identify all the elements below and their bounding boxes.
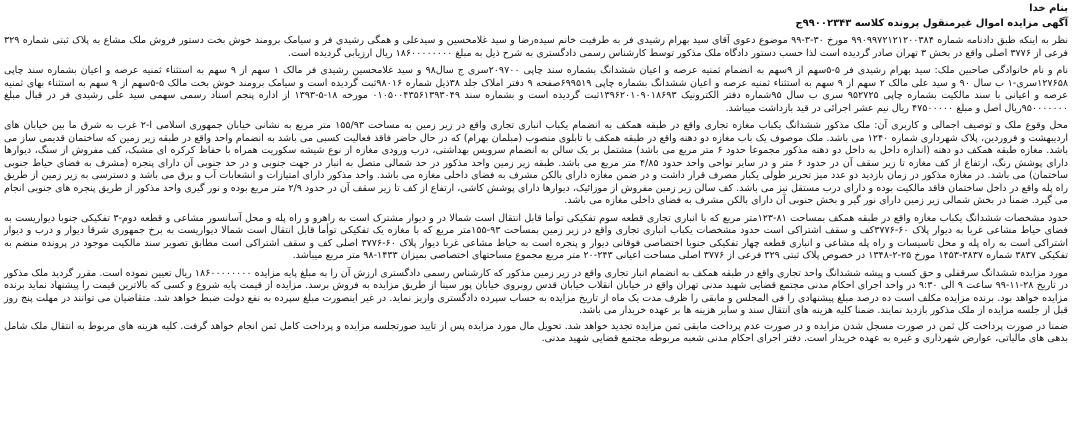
paragraph-owners: نام و نام خانوادگی صاحبین ملک: سید بهرام رشیدی فر ۵-۵سهم از ۹سهم به انضمام ثمنیه عرصه و اعیان ششدانگ بشماره سند چاپی ۲۰۹۷۰۰سری ج سال۹۸ و سید غلامحسین رشیدی فر مالک ۱ سهم از ۹ سهم به استثناء ثمنیه عرصه و اعیان بشماره سند چاپی ۱۲۷۶۵۸سری-۱ ب سال ۹۰ و سید علی مالک ۲ سهم از ۹ سهم به استثناء ثمنیه عرصه و اعیان ششدانگ بشماره چاپی ۶۹۹۵۱۹صفحه ۹ دفتر املاک جلد ۳۸ذیل شماره ۹۸۰۱۶ثبت گردیده است و سیامک برومند خوش بخت مالک ۵-۵سهم از ۹ سهم به استثناء بهای ثمنیه عرصه و اعیانی با سند مالکیت بشماره چاپی ۹۵۲۷۲۵ سری ب سال ۹۵شماره دفتر الکترونیک ۱۳۹۶۲۰۱۰۹۰۱۸۶۹۳ثبت گردیده است و بشماره سند ۰۱۰۵۰۰۴۳۵۶۱۳۹۳۰۴۹ مورخه ۱۸-۵-۱۳۹۳ از اداره پنجم اسناد رسمی سهمی سید علی رشیدی فر در قبال مبلغ ۹۵۰۰۰۰۰۰۰ریال اصل و مبلغ ۴۷۵۰۰۰۰۰ ریال نیم عشر اجرائی در قید بازداشت میباشد. bbox=[4, 65, 1069, 114]
paragraph-auction-terms: مورد مزایده ششدانگ سرقفلی و حق کسب و پیشه ششدانگ واحد تجاری واقع در طبقه همکف به انضمام انبار تجاری واقع در زیر زمین مذکور که کارشناس رسمی دادگستری ارزش آن را به مبلغ پایه مزایده ۱۸۶۰۰۰۰۰۰۰۰ ریال تعیین نموده است. مقرر گردید ملک مذکور در تاریخ ۲۸-۱۱-۹۹ ساعت ۹ الی ۹:۳۰ در واحد اجرای احکام مدنی مجتمع قضایی شهید مدنی تهران واقع در خیابان انقلاب خیابان قدس روبروی خیابان پور سینا از طریق مزایده به فروش برسد. مزایده از قیمت پایه شروع و کسی که بالاترین قیمت را پیشنهاد نماید برنده مزایده خواهد بود. برنده مزایده مکلف است ده درصد مبلغ پیشنهادی را فی المجلس و مابقی را ظرف مدت یک ماه از تاریخ مزایده به حساب سپرده دادگستری واریز نماید. در غیر اینصورت مبلغ سپرده به نفع دولت ضبط خواهد شد. متقاضیان می توانند در مهلت پنج روز قبل از جلسه مزایده از ملک مذکور بازدید نمایند. ضمنا کلیه هزینه های انتقال سند و سایر هزینه ها بر عهده خریدار می باشد. bbox=[4, 267, 1069, 316]
paragraph-location: محل وقوع ملک و توصیف اجمالی و کاربری آن: ملک مذکور ششدانگ یکباب مغازه تجاری واقع در طبقه همکف به انضمام یکباب انباری تجاری واقع در زیر زمین به مساحت ۱۵۵/۹۳ متر مربع به نشانی خیابان جمهوری اسلامی ا-۲ غرب به شرق ما بین خیابان های اردیبهشت و فروردین، پلاک شهرداری شماره ۱۲۴۰ می باشد. ملک موصوف یک باب مغازه دو دهنه واقع در طبقه همکف با تابلوی منصوب (مبلمان بهرام) که در حال حاضر فاقد فعالیت کسبی می باشد به انضمام واحد واقع در طبقه زیر زمین که ساختمان قدیمی ساز می باشد. مغازه طبقه همکف دو دهنه (اندازه داخل به داخل دو دهنه مذکور مجموعا حدود ۶ متر مربع می باشد) مشتمل بر یک سالن به انضمام سرویس بهداشتی، درب ورودی مغازه از نوع شیشه سکوریت همراه با حفاظ کرکره ای مشبک، کف مفروش از سنگ، دیوارها دارای پوشش رنگ، ارتفاع از کف مغازه تا زیر سقف آن در حدود ۶ متر و در سایر نواحی واحد حدود ۴/۸۵ متر مربع می باشد. طبقه زیر زمین واحد مذکور در حد شمالی متصل به انبار در جهت جنوبی و در حد جنوبی آن دارای پنجره (مشرف به فضای حیاط جنوبی ساختمان) می باشد. در مغازه مذکور در زمان بازدید دو عدد میز تحریر طولی یکبار مصرف قرار داشت و در ضمن مغازه دارای بالکن مشرف به فضای داخلی مغازه می باشد. واحد مذکور دارای امتیازات و انشعابات آب و برق می باشد و دسترسی به زیر زمین از طریق راه پله واقع در داخل ساختمان فاقد مالکیت بوده و دارای درب مستقل نیز می باشد. کف سالن زیر زمین مفروش از موزائیک، دیوارها دارای پوشش کاشی، ارتفاع از کف تا زیر سقف آن در حدود ۲/۹ متر مربع بوده و نور گیری واحد مذکور از طریق پنجره های جنوبی انجام می گیرد. ضمنا در بخش شمالی زیر زمین دارای نور گیر و بخش جنوبی آن دارای بالکن مشرف به فضای داخلی مغازه می باشد. bbox=[4, 120, 1068, 206]
paragraph-closing: ضمنا در صورت پرداخت کل ثمن در صورت مسجل شدن مزایده و در صورت عدم پرداخت مابقی ثمن مزایده تجدید خواهد شد. تحویل مال مورد مزایده پس از تایید صورتجلسه مزایده و پرداخت کامل ثمن انجام خواهد گرفت. کلیه هزینه های مربوط به انتقال ملک شامل بدهی های مالیاتی، عوارض شهرداری و غیره به عهده خریدار است. دفتر اجرای احکام مدنی شعبه مربوطه مجتمع قضایی شهید مدنی. bbox=[4, 320, 1068, 344]
paragraph-intro: نظر به اینکه طبق دادنامه شماره ۹۹۰۹۹۷۲۱۲۱۲۰۰۳۸۴ مورخ ۳۰-۳-۹۹ موضوع دعوی آقای سید بهرام رشیدی فر به طرفیت خانم سیده‌رضا و سید غلامحسین و سید‌علی و همگی رشیدی فر و سیامک برومند خوش بخت دستور فروش ملک مشاع به پلاک ثبتی شماره ۳۲۹ فرعی از ۳۷۷۶ اصلی واقع در بخش ۳ تهران صادر گردیده است لذا حسب دستور دادگاه ملک مذکور توسط کارشناس رسمی دادگستری به شرح ذیل به مبلغ ۱۸۶۰۰۰۰۰۰۰۰ ریال ارزیابی گردیده است. bbox=[4, 35, 1068, 59]
auction-notice bbox=[4, 2, 1068, 441]
paragraph-boundaries: حدود مشخصات ششدانگ یکباب مغازه واقع در طبقه همکف بمساحت ۸۱-۱۲۳متر مربع که با انباری تجاری قطعه سوم تفکیکی توأما قابل انتقال است شمالا در و دیوار مشترک است به راهرو و راه پله و محل آسانسور مشاعی و قطعه دوم-۳ تفکیکی جنوبا دیواریست به فضای حیاط مشاعی غربا به دیوار پلاک ۶۰-۳۷۷۶کف و سقف اشتراکی است حدود مشخصات یکباب انباری تجاری واقع در زیر زمین بمساحت ۹۳-۱۵۵متر مربع که با مغازه یک تفکیکی توأما قابل انتقال است شمالا دیواریست به برخ جمهوری شرقا دیوار و درب و دیوار اشتراکی است به راه پله و محل تاسیسات و راه پله مشاعی و انباری قطعه چهار تفکیکی جنوبا اختصاصی فوقانی دیوار و پنجره است به حیاط مشاعی غربا دیوار پلاک ۶۰-۳۷۷۶ اصلی کف و سقف اشتراکی است مطابق تصویر سند مالکیت موجود در پرونده منضم به تفکیکی ۳۸۳۷ شماره ۳۸۳۷-۱۴۵۳ مورخ ۲۵-۲-۱۳۴۸ در خصوص پلاک ثبتی ۳۲۹ فرعی از ۳۷۷۶ اصلی مساحت اعیانی ۲۴۳-۲۰ متر مربع مجموع مساحتهای اختصاصی بمیزان ۱۴۳۳-۹۸ متر مربع میباشد. bbox=[4, 212, 1069, 261]
notice-title: آگهی مزایده اموال غیرمنقول پرونده کلاسه ۹۹۰۰۲۳۴۳ج bbox=[795, 18, 1068, 29]
invocation: بنام خدا bbox=[1029, 3, 1068, 14]
